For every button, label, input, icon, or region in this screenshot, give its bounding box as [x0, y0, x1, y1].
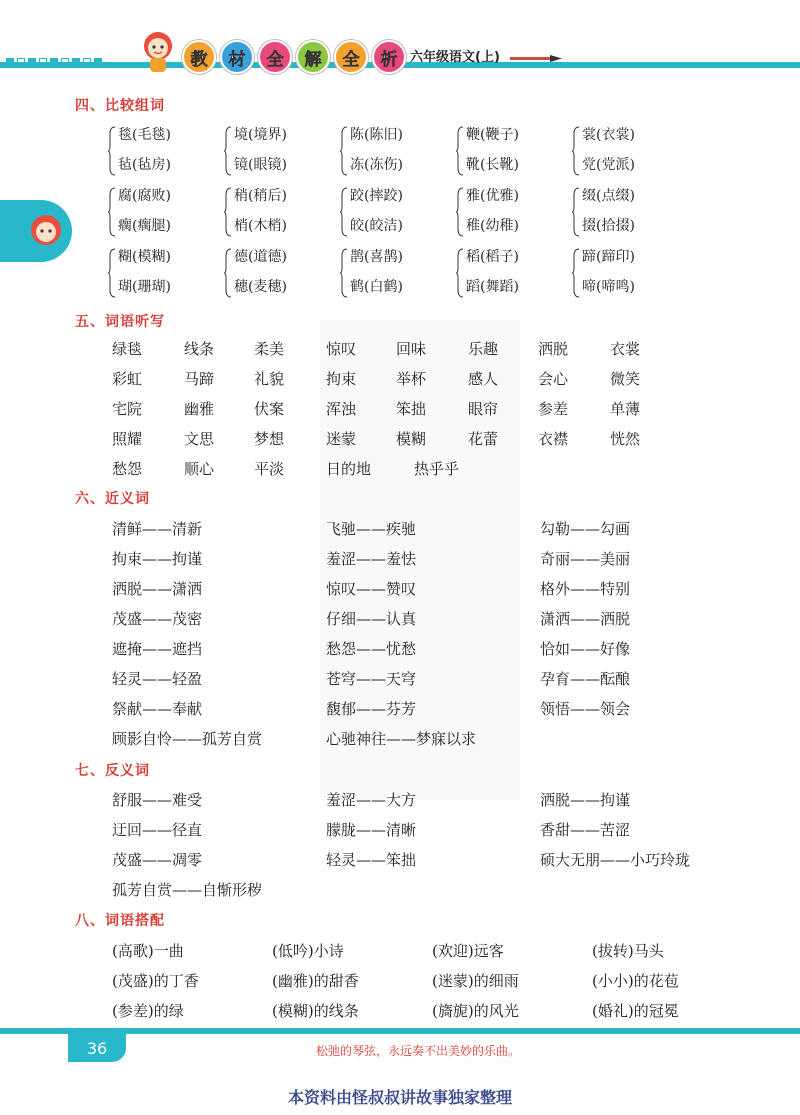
brace-icon: [224, 187, 232, 237]
dictation-word: 衣襟: [538, 430, 569, 448]
dictation-word: 马蹄: [184, 370, 215, 388]
grade-subtitle: 六年级语文(上): [410, 50, 500, 65]
mascot-face-icon: [28, 210, 64, 250]
synonym-pair: 心驰神往——梦寐以求: [326, 730, 477, 748]
collocation-item: (低吟)小诗: [272, 942, 344, 960]
synonym-pair: 茂盛——茂密: [112, 610, 203, 628]
compare-word: 裳(衣裳): [582, 127, 635, 143]
compare-word: 冻(冻伤): [350, 157, 403, 173]
compare-word: 镜(眼镜): [234, 157, 287, 173]
dictation-word: 惊叹: [326, 340, 357, 358]
bottom-note: 本资料由怪叔叔讲故事独家整理: [287, 1088, 512, 1107]
compare-word: 鹤(白鹤): [350, 279, 403, 295]
compare-word: 掇(拾掇): [582, 218, 635, 234]
antonym-pair: 迂回——径直: [112, 821, 203, 839]
dictation-word: 绿毯: [112, 340, 143, 358]
compare-word: 蹈(舞蹈): [466, 279, 519, 295]
synonym-pair: 祭献——奉献: [112, 700, 203, 718]
dictation-word: 彩虹: [112, 370, 143, 388]
brace-icon: [572, 187, 580, 237]
page-number: 36: [68, 1034, 126, 1062]
synonym-pair: 仔细——认真: [326, 610, 417, 628]
dictation-word: 微笑: [610, 370, 641, 388]
compare-word: 毡(毡房): [118, 157, 171, 173]
compare-word: 跤(摔跤): [350, 188, 403, 204]
dictation-word: 笨拙: [396, 400, 427, 418]
dictation-word: 迷蒙: [326, 430, 357, 448]
synonym-pair: 惊叹——赞叹: [326, 580, 417, 598]
dictation-word: 恍然: [610, 430, 641, 448]
dictation-word: 浑浊: [326, 400, 357, 418]
title-char-3: 全: [258, 40, 292, 74]
synonym-pair: 格外——特别: [540, 580, 631, 598]
collocation-item: (旖旎)的风光: [432, 1002, 519, 1020]
title-char-4: 解: [296, 40, 330, 74]
dictation-word: 平淡: [254, 460, 285, 478]
collocation-item: (欢迎)远客: [432, 942, 504, 960]
synonym-pair: 潇洒——洒脱: [540, 610, 631, 628]
dictation-word: 眼帘: [468, 400, 499, 418]
antonym-pair: 洒脱——拘谨: [540, 791, 631, 809]
section-title-compare: 四、比较组词: [75, 98, 165, 114]
compare-word: 啼(啼鸣): [582, 279, 635, 295]
synonym-pair: 苍穹——天穹: [326, 670, 417, 688]
section-title-antonyms: 七、反义词: [75, 763, 150, 779]
dictation-word: 热乎乎: [414, 460, 460, 478]
dictation-word: 洒脱: [538, 340, 569, 358]
collocation-item: (参差)的绿: [112, 1002, 184, 1020]
synonym-pair: 洒脱——潇洒: [112, 580, 203, 598]
dictation-word: 模糊: [396, 430, 427, 448]
compare-word: 稚(幼稚): [466, 218, 519, 234]
footer-quote: 松弛的琴弦，永远奏不出美妙的乐曲。: [316, 1044, 521, 1058]
compare-word: 皎(皎洁): [350, 218, 403, 234]
brace-icon: [340, 248, 348, 298]
title-char-1: 教: [182, 40, 216, 74]
antonym-pair: 香甜——苦涩: [540, 821, 631, 839]
antonym-pair: 舒服——难受: [112, 791, 203, 809]
dictation-word: 回味: [396, 340, 427, 358]
brace-icon: [108, 126, 116, 176]
compare-word: 梢(木梢): [234, 218, 287, 234]
brace-icon: [340, 126, 348, 176]
compare-word: 瘸(瘸腿): [118, 218, 171, 234]
dictation-word: 花蕾: [468, 430, 499, 448]
synonym-pair: 孕育——酝酿: [540, 670, 631, 688]
title-char-2: 材: [220, 40, 254, 74]
compare-word: 毯(毛毯): [118, 127, 171, 143]
collocation-item: (小小)的花苞: [592, 972, 679, 990]
dictation-word: 日的地: [326, 460, 372, 478]
compare-word: 境(境界): [234, 127, 287, 143]
synonym-pair: 清鲜——清新: [112, 520, 203, 538]
synonym-pair: 羞涩——羞怯: [326, 550, 417, 568]
compare-word: 靴(长靴): [466, 157, 519, 173]
antonym-pair: 硕大无朋——小巧玲珑: [540, 851, 691, 869]
dictation-word: 梦想: [254, 430, 285, 448]
synonym-pair: 顾影自怜——孤芳自赏: [112, 730, 263, 748]
dictation-word: 柔美: [254, 340, 285, 358]
collocation-item: (婚礼)的冠冕: [592, 1002, 679, 1020]
brace-icon: [572, 126, 580, 176]
dictation-word: 照耀: [112, 430, 143, 448]
brace-icon: [456, 248, 464, 298]
brace-icon: [456, 126, 464, 176]
antonym-pair: 孤芳自赏——自惭形秽: [112, 881, 263, 899]
synonym-pair: 愁怨——忧愁: [326, 640, 417, 658]
dictation-word: 衣裳: [610, 340, 641, 358]
brace-icon: [224, 126, 232, 176]
compare-word: 糊(模糊): [118, 249, 171, 265]
dictation-word: 乐趣: [468, 340, 499, 358]
mascot-girl-icon: [136, 28, 180, 76]
title-char-6: 析: [372, 40, 406, 74]
compare-word: 稻(稻子): [466, 249, 519, 265]
synonym-pair: 遮掩——遮挡: [112, 640, 203, 658]
brace-icon: [224, 248, 232, 298]
synonym-pair: 馥郁——芬芳: [326, 700, 417, 718]
page-header: [0, 0, 800, 95]
dictation-word: 礼貌: [254, 370, 285, 388]
dictation-word: 会心: [538, 370, 569, 388]
dictation-word: 参差: [538, 400, 569, 418]
compare-word: 鞭(鞭子): [466, 127, 519, 143]
compare-word: 瑚(珊瑚): [118, 279, 171, 295]
synonym-pair: 奇丽——美丽: [540, 550, 631, 568]
compare-word: 穗(麦穗): [234, 279, 287, 295]
dictation-word: 愁怨: [112, 460, 143, 478]
dictation-word: 举杯: [396, 370, 427, 388]
compare-word: 鹊(喜鹊): [350, 249, 403, 265]
dictation-word: 文思: [184, 430, 215, 448]
collocation-item: (模糊)的线条: [272, 1002, 359, 1020]
dictation-word: 拘束: [326, 370, 357, 388]
synonym-pair: 轻灵——轻盈: [112, 670, 203, 688]
dictation-word: 线条: [184, 340, 215, 358]
section-title-collocation: 八、词语搭配: [75, 913, 165, 929]
dictation-word: 单薄: [610, 400, 641, 418]
synonym-pair: 恰如——好像: [540, 640, 631, 658]
brace-icon: [340, 187, 348, 237]
compare-word: 德(道德): [234, 249, 287, 265]
dictation-word: 顺心: [184, 460, 215, 478]
dictation-word: 伏案: [254, 400, 285, 418]
pen-icon: [510, 54, 562, 62]
section-title-dictation: 五、词语听写: [75, 314, 165, 330]
book-series-title: [182, 40, 406, 74]
title-char-5: 全: [334, 40, 368, 74]
antonym-pair: 轻灵——笨拙: [326, 851, 417, 869]
compare-word: 缀(点缀): [582, 188, 635, 204]
collocation-item: (高歌)一曲: [112, 942, 184, 960]
compare-word: 陈(陈旧): [350, 127, 403, 143]
collocation-item: (幽雅)的甜香: [272, 972, 359, 990]
section-title-synonyms: 六、近义词: [75, 491, 150, 507]
compare-word: 稍(稍后): [234, 188, 287, 204]
dictation-word: 感人: [468, 370, 499, 388]
brace-icon: [108, 248, 116, 298]
synonym-pair: 飞驰——疾驰: [326, 520, 417, 538]
compare-word: 蹄(蹄印): [582, 249, 635, 265]
compare-word: 党(党派): [582, 157, 635, 173]
antonym-pair: 朦胧——清晰: [326, 821, 417, 839]
synonym-pair: 拘束——拘谨: [112, 550, 203, 568]
synonym-pair: 勾勒——勾画: [540, 520, 631, 538]
antonym-pair: 茂盛——凋零: [112, 851, 203, 869]
brace-icon: [572, 248, 580, 298]
compare-word: 雅(优雅): [466, 188, 519, 204]
collocation-item: (拔转)马头: [592, 942, 664, 960]
antonym-pair: 羞涩——大方: [326, 791, 417, 809]
brace-icon: [108, 187, 116, 237]
synonym-pair: 领悟——领会: [540, 700, 631, 718]
dictation-word: 宅院: [112, 400, 143, 418]
dictation-word: 幽雅: [184, 400, 215, 418]
compare-word: 腐(腐败): [118, 188, 171, 204]
collocation-item: (茂盛)的丁香: [112, 972, 199, 990]
collocation-item: (迷蒙)的细雨: [432, 972, 519, 990]
brace-icon: [456, 187, 464, 237]
